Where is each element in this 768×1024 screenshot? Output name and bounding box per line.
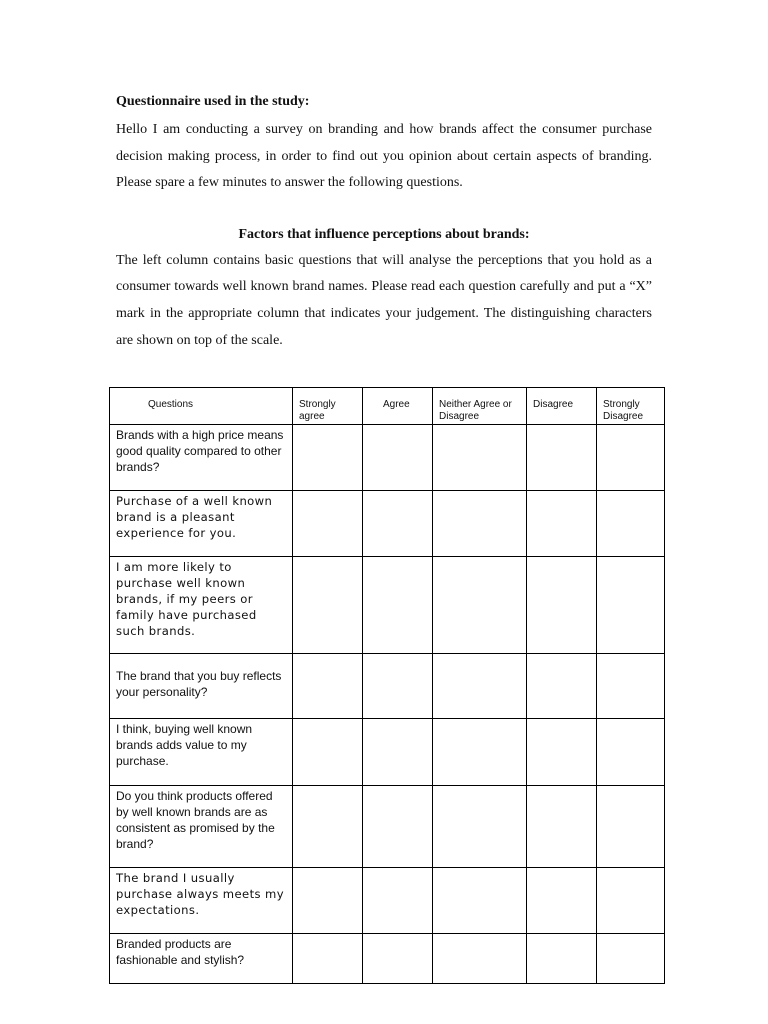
answer-cell-disagree[interactable] [527,654,597,719]
answer-cell-strongly-disagree[interactable] [597,719,665,786]
answer-cell-neither[interactable] [433,719,527,786]
question-cell: Purchase of a well known brand is a pleasant experience for you. [110,491,293,557]
answer-cell-agree[interactable] [363,425,433,491]
answer-cell-strongly-agree[interactable] [293,719,363,786]
header-disagree: Disagree [527,388,597,425]
answer-cell-strongly-disagree[interactable] [597,491,665,557]
header-questions: Questions [110,388,293,425]
header-strongly-disagree: Strongly Disagree [597,388,665,425]
answer-cell-disagree[interactable] [527,557,597,654]
instructions-paragraph: The left column contains basic questions that will analyse the perceptions that you hold as a consumer towards well known brand names. Please read each question carefully and put a “X” mark in the appropriate column that indicates your judgement. The distinguishing characters are shown on top of the scale. [116,252,652,348]
answer-cell-neither[interactable] [433,425,527,491]
answer-cell-strongly-disagree[interactable] [597,654,665,719]
answer-cell-disagree[interactable] [527,491,597,557]
answer-cell-strongly-agree[interactable] [293,934,363,984]
answer-cell-strongly-disagree[interactable] [597,934,665,984]
question-cell: Do you think products offered by well known brands are as consistent as promised by the brand? [110,786,293,868]
header-strongly-agree: Strongly agree [293,388,363,425]
answer-cell-disagree[interactable] [527,719,597,786]
answer-cell-agree[interactable] [363,786,433,868]
header-agree: Agree [363,388,433,425]
table-row [110,868,665,934]
document-body [116,92,652,354]
table-row [110,719,665,786]
intro-paragraph: Hello I am conducting a survey on branding and how brands affect the consumer purchase decision making process, in order to find out you opinion about certain aspects of branding. Please spare a few minutes to answer the following questions. [116,122,652,191]
questionnaire-table [109,387,665,984]
questionnaire-table-container [109,387,665,984]
answer-cell-strongly-agree[interactable] [293,868,363,934]
header-neither: Neither Agree or Disagree [433,388,527,425]
answer-cell-neither[interactable] [433,654,527,719]
answer-cell-disagree[interactable] [527,868,597,934]
table-row [110,425,665,491]
answer-cell-strongly-agree[interactable] [293,786,363,868]
answer-cell-disagree[interactable] [527,425,597,491]
answer-cell-strongly-disagree[interactable] [597,786,665,868]
question-cell: The brand that you buy reflects your personality? [110,654,293,719]
answer-cell-neither[interactable] [433,491,527,557]
answer-cell-agree[interactable] [363,934,433,984]
answer-cell-strongly-disagree[interactable] [597,425,665,491]
answer-cell-agree[interactable] [363,719,433,786]
table-row [110,786,665,868]
answer-cell-neither[interactable] [433,557,527,654]
answer-cell-strongly-disagree[interactable] [597,868,665,934]
answer-cell-neither[interactable] [433,868,527,934]
question-cell: Brands with a high price means good quality compared to other brands? [110,425,293,491]
question-cell: Branded products are fashionable and stylish? [110,934,293,984]
answer-cell-strongly-agree[interactable] [293,557,363,654]
table-row [110,557,665,654]
questionnaire-title: Questionnaire used in the study: [116,94,310,109]
question-cell: I am more likely to purchase well known brands, if my peers or family have purchased such brands. [110,557,293,654]
answer-cell-disagree[interactable] [527,934,597,984]
answer-cell-agree[interactable] [363,557,433,654]
answer-cell-agree[interactable] [363,654,433,719]
section-title: Factors that influence perceptions about brands: [238,226,530,242]
answer-cell-strongly-disagree[interactable] [597,557,665,654]
question-cell: The brand I usually purchase always meets my expectations. [110,868,293,934]
answer-cell-strongly-agree[interactable] [293,654,363,719]
table-row [110,491,665,557]
table-header-row [110,388,665,425]
table-row [110,934,665,984]
answer-cell-neither[interactable] [433,786,527,868]
question-cell: I think, buying well known brands adds value to my purchase. [110,719,293,786]
answer-cell-disagree[interactable] [527,786,597,868]
answer-cell-strongly-agree[interactable] [293,425,363,491]
answer-cell-agree[interactable] [363,868,433,934]
answer-cell-neither[interactable] [433,934,527,984]
table-row [110,654,665,719]
answer-cell-strongly-agree[interactable] [293,491,363,557]
answer-cell-agree[interactable] [363,491,433,557]
